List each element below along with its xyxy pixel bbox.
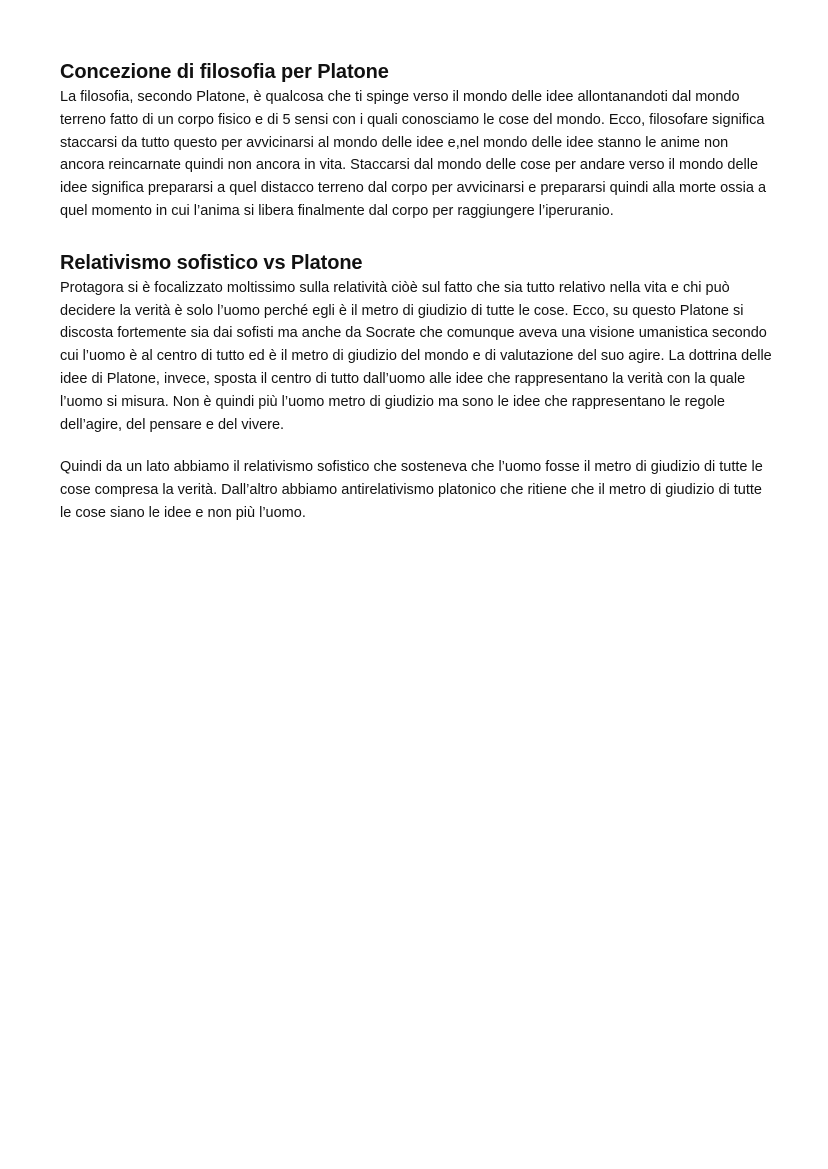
paragraph: Quindi da un lato abbiamo il relativismo sofistico che sosteneva che l’uomo fosse il metro di giudizio di tutte le cose compresa la verità. Dall’altro abbiamo antirelativismo platonico che ritiene che il metro di giudizio di tutte le cose siano le idee e non più l’uomo.: [60, 459, 763, 521]
paragraph: La filosofia, secondo Platone, è qualcosa che ti spinge verso il mondo delle idee allontanandoti dal mondo terreno fatto di un corpo fisico e di 5 sensi con i quali conosciamo le cose del mondo. Ecco, filosofare significa staccarsi da tutto questo per avvicinarsi al mondo delle idee e,nel mondo delle idee stanno le anime non ancora reincarnate quindi non ancora in vita. Staccarsi dal mondo delle cose per andare verso il mondo delle idee significa prepararsi a quel distacco terreno dal corpo per avvicinarsi e prepararsi quindi alla morte ossia a quel momento in cui l’anima si libera finalmente dal corpo per raggiungere l’iperuranio.: [60, 89, 767, 219]
paragraph: Protagora si è focalizzato moltissimo sulla relatività ciòè sul fatto che sia tutto relativo nella vita e chi può decidere la verità è solo l’uomo perché egli è il metro di giudizio di tutte le cose. Ecco, su questo Platone si discosta fortemente sia dai sofisti ma anche da Socrate che comunque aveva una visione umanistica secondo cui l’uomo è al centro di tutto ed è il metro di giudizio del mondo e di valutazione del suo agire. La dottrina delle idee di Platone, invece, sposta il centro di tutto dall’uomo alle idee che rappresentano la verità con la quale l’uomo si misura. Non è quindi più l’uomo metro di giudizio ma sono le idee che rappresentano le regole dell’agire, del pensare e del vivere.: [60, 279, 772, 433]
section-title: Concezione di filosofia per Platone: [60, 61, 389, 83]
section-concezione-filosofia: [60, 58, 772, 223]
section-title: Relativismo sofistico vs Platone: [60, 251, 363, 274]
section-relativismo-sofistico: [60, 249, 772, 525]
document-page: [60, 58, 772, 525]
